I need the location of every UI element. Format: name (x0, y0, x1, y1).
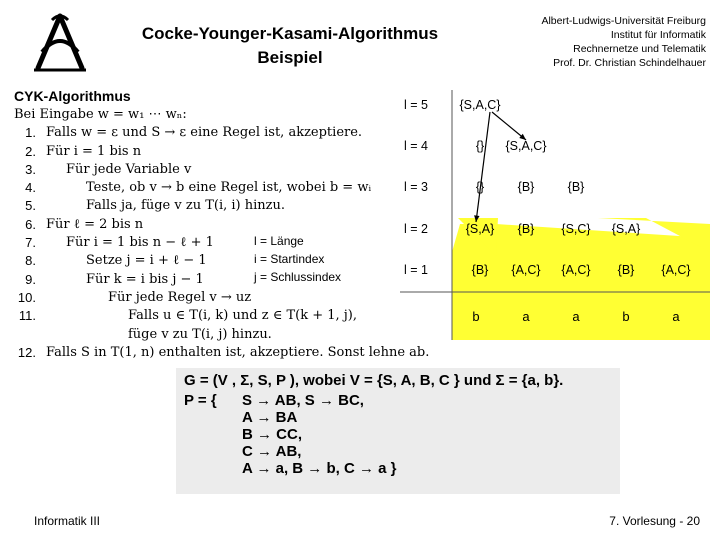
dependency-arrow (476, 112, 490, 222)
table-cell: {B} (567, 180, 585, 194)
table-cell: {S,A,C} (505, 139, 547, 153)
step-text: Falls ja, füge v zu T(i, i) hinzu. (86, 198, 285, 214)
algorithm-step (14, 143, 454, 161)
production-rules (242, 392, 396, 477)
step-number: 8. (25, 253, 36, 269)
input-symbol: b (622, 309, 630, 324)
table-cell: {B} (617, 263, 635, 277)
algorithm-step (14, 161, 454, 179)
lecture-number: 7. Vorlesung - 20 (609, 514, 700, 528)
table-cell: {B} (517, 222, 535, 236)
input-symbol: a (522, 309, 530, 324)
legend-end-index: j = Schlussindex (254, 270, 342, 284)
production-rule: B → CC, (242, 426, 302, 443)
algorithm-step (14, 289, 454, 307)
step-text: Falls w = ε und S → ε eine Regel ist, akzeptiere. (46, 125, 363, 141)
title-line-1: Cocke-Younger-Kasami-Algorithmus (141, 24, 439, 43)
algorithm-step (14, 197, 454, 215)
step-text: Für jede Variable v (66, 161, 192, 177)
legend-start-index: i = Startindex (254, 252, 325, 266)
algorithm-step (14, 216, 454, 234)
step-number: 6. (25, 216, 36, 232)
step-number: 2. (25, 143, 36, 159)
step-text: Für k = i bis j − 1 (86, 271, 204, 287)
step-text: füge v zu T(i, j) hinzu. (128, 326, 272, 342)
legend-length: l = Länge (254, 234, 304, 248)
algorithm-step (14, 326, 454, 344)
production-rule: C → AB, (242, 443, 302, 460)
input-symbol: a (572, 309, 580, 324)
course-name: Informatik III (34, 514, 101, 528)
table-cell: {} (475, 139, 485, 153)
affiliation-chair: Rechnernetze und Telematik (573, 43, 706, 55)
step-text: Falls S in T(1, n) enthalten ist, akzeptiere. Sonst lehne ab. (46, 344, 430, 360)
algorithm-step (14, 307, 454, 325)
algorithm-input-line: Bei Eingabe w = w₁ ⋯ wₙ: (14, 107, 187, 122)
step-text: Für i = 1 bis n − ℓ + 1 (66, 235, 214, 251)
step-number: 9. (25, 271, 36, 287)
row-label: l = 4 (404, 139, 428, 153)
algorithm-step (14, 344, 454, 362)
table-cell: {} (475, 180, 485, 194)
step-text: Für ℓ = 2 bis n (46, 216, 144, 232)
row-label: l = 2 (404, 222, 428, 236)
step-number: 3. (25, 161, 36, 177)
row-label: l = 1 (404, 263, 428, 277)
production-rule: A → BA (242, 409, 298, 426)
grammar-box (176, 368, 620, 494)
affiliation-institute: Institut für Informatik (610, 29, 706, 41)
grammar-definition: G = (V , Σ, S, P ), wobei V = {S, A, B, C } und Σ = {a, b}. (184, 372, 564, 389)
algorithm-step (14, 252, 454, 270)
input-symbol: a (672, 309, 680, 324)
algorithm-step (14, 271, 454, 289)
productions-label: P = { (184, 392, 217, 409)
table-cell: {S,A} (611, 222, 641, 236)
cyk-table (400, 90, 710, 340)
slide-title (80, 22, 500, 70)
algorithm-step (14, 234, 454, 252)
step-number: 5. (25, 198, 36, 214)
algorithm-step (14, 179, 454, 197)
production-rule: S → AB, S → BC, (242, 392, 364, 409)
table-cell: {S,A} (465, 222, 495, 236)
step-number: 11. (18, 308, 36, 324)
step-text: Falls u ∈ T(i, k) und z ∈ T(k + 1, j), (128, 308, 357, 324)
affiliation (480, 14, 706, 70)
title-line-2: Beispiel (257, 48, 323, 67)
step-number: 10. (17, 289, 36, 305)
table-cell: {B} (471, 263, 489, 277)
row-label: l = 3 (404, 180, 428, 194)
step-number: 1. (25, 125, 36, 141)
dependency-arrow (492, 112, 526, 140)
production-rule: A → a, B → b, C → a } (242, 460, 397, 477)
table-cell: {A,C} (561, 263, 591, 277)
step-text: Für i = 1 bis n (46, 143, 142, 159)
step-number: 12. (17, 344, 36, 360)
table-cell: {S,A,C} (459, 98, 501, 112)
affiliation-university: Albert-Ludwigs-Universität Freiburg (541, 15, 706, 27)
table-cell: {S,C} (561, 222, 591, 236)
affiliation-professor: Prof. Dr. Christian Schindelhauer (553, 57, 706, 69)
row-label: l = 5 (404, 98, 428, 112)
step-number: 4. (25, 180, 36, 196)
step-text: Setze j = i + ℓ − 1 (86, 253, 207, 269)
table-cell: {A,C} (661, 263, 691, 277)
algorithm-steps (14, 124, 454, 362)
step-number: 7. (25, 235, 36, 251)
index-legend (254, 232, 341, 286)
cyk-algorithm (14, 88, 454, 362)
algorithm-step (14, 124, 454, 142)
step-text: Teste, ob v → b eine Regel ist, wobei b = wᵢ (86, 180, 372, 196)
algorithm-heading: CYK-Algorithmus (14, 88, 131, 104)
input-symbol: b (472, 309, 480, 324)
table-cell: {A,C} (511, 263, 541, 277)
table-cell: {B} (517, 180, 535, 194)
step-text: Für jede Regel v → uz (108, 289, 252, 305)
step-number (14, 326, 36, 344)
